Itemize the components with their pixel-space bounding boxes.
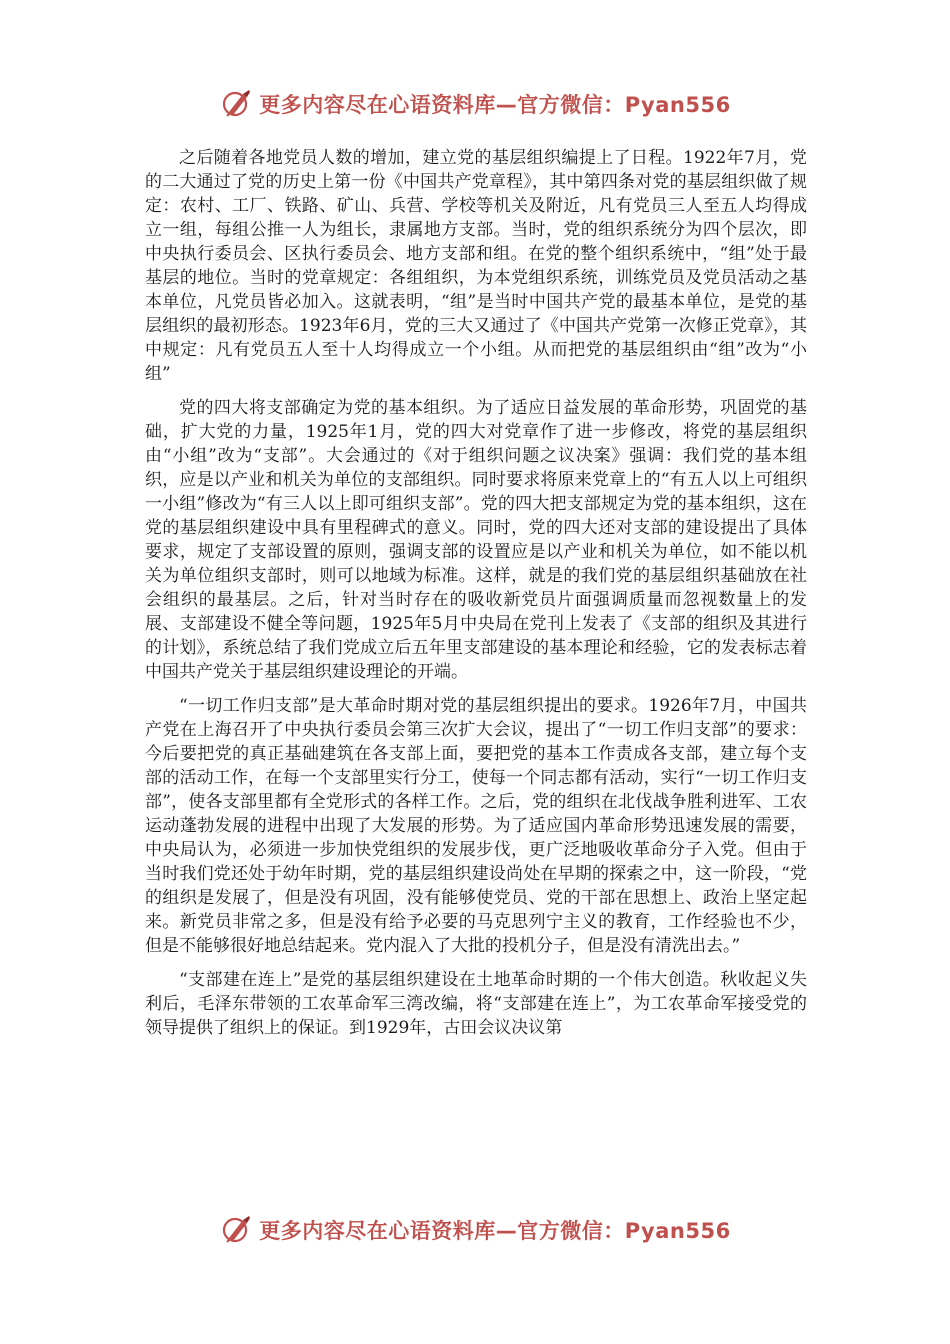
pen-nib-logo-icon [219, 86, 255, 122]
document-body [145, 146, 807, 1050]
footer-banner-text: 更多内容尽在心语资料库—官方微信：Pyan556 [259, 1219, 731, 1243]
footer-banner [0, 1210, 950, 1250]
header-banner-text: 更多内容尽在心语资料库—官方微信：Pyan556 [259, 93, 731, 117]
paragraph-3: “一切工作归支部”是大革命时期对党的基层组织提出的要求。1926年7月，中国共产党在上海召开了中央执行委员会第三次扩大会议，提出了“一切工作归支部”的要求：今后要把党的真正基础建筑在各支部上面，要把党的基本工作责成各支部，建立每个支部的活动工作，在每一个支部里实行分工，使每一个同志都有活动，实行“一切工作归支部”，使各支部里都有全党形式的各样工作。之后，党的组织在北伐战争胜利进军、工农运动蓬勃发展的进程中出现了大发展的形势。为了适应国内革命形势迅速发展的需要，中央局认为，必须进一步加快党组织的发展步伐，更广泛地吸收革命分子入党。但由于当时我们党还处于幼年时期，党的基层组织建设尚处在早期的探索之中，这一阶段，“党的组织是发展了，但是没有巩固，没有能够使党员、党的干部在思想上、政治上坚定起来。新党员非常之多，但是没有给予必要的马克思列宁主义的教育，工作经验也不少，但是不能够很好地总结起来。党内混入了大批的投机分子，但是没有清洗出去。” [145, 696, 807, 956]
pen-nib-logo-icon [219, 1212, 255, 1248]
paragraph-4: “支部建在连上”是党的基层组织建设在土地革命时期的一个伟大创造。秋收起义失利后，毛泽东带领的工农革命军三湾改编，将“支部建在连上”，为工农革命军接受党的领导提供了组织上的保证。到1929年，古田会议决议第 [145, 970, 807, 1038]
paragraph-1: 之后随着各地党员人数的增加，建立党的基层组织编提上了日程。1922年7月，党的二大通过了党的历史上第一份《中国共产党章程》，其中第四条对党的基层组织做了规定：农村、工厂、铁路、矿山、兵营、学校等机关及附近，凡有党员三人至五人均得成立一组，每组公推一人为组长，隶属地方支部。当时，党的组织系统分为四个层次，即中央执行委员会、区执行委员会、地方支部和组。在党的整个组织系统中，“组”处于最基层的地位。当时的党章规定：各组组织，为本党组织系统，训练党员及党员活动之基本单位，凡党员皆必加入。这就表明，“组”是当时中国共产党的最基本单位，是党的基层组织的最初形态。1923年6月，党的三大又通过了《中国共产党第一次修正党章》，其中规定：凡有党员五人至十人均得成立一个小组。从而把党的基层组织由“组”改为“小组” [145, 148, 807, 384]
header-banner [0, 84, 950, 124]
paragraph-2: 党的四大将支部确定为党的基本组织。为了适应日益发展的革命形势，巩固党的基础，扩大党的力量，1925年1月，党的四大对党章作了进一步修改，将党的基层组织由“小组”改为“支部”。大会通过的《对于组织问题之议决案》强调：我们党的基本组织，应是以产业和机关为单位的支部组织。同时要求将原来党章上的“有五人以上可组织一小组”修改为“有三人以上即可组织支部”。党的四大把支部规定为党的基本组织，这在党的基层组织建设中具有里程碑式的意义。同时，党的四大还对支部的建设提出了具体要求，规定了支部设置的原则，强调支部的设置应是以产业和机关为单位，如不能以机关为单位组织支部时，则可以地域为标准。这样，就是的我们党的基层组织基础放在社会组织的最基层。之后，针对当时存在的吸收新党员片面强调质量而忽视数量上的发展、支部建设不健全等问题，1925年5月中央局在党刊上发表了《支部的组织及其进行的计划》，系统总结了我们党成立后五年里支部建设的基本理论和经验，它的发表标志着中国共产党关于基层组织建设理论的开端。 [145, 398, 807, 682]
